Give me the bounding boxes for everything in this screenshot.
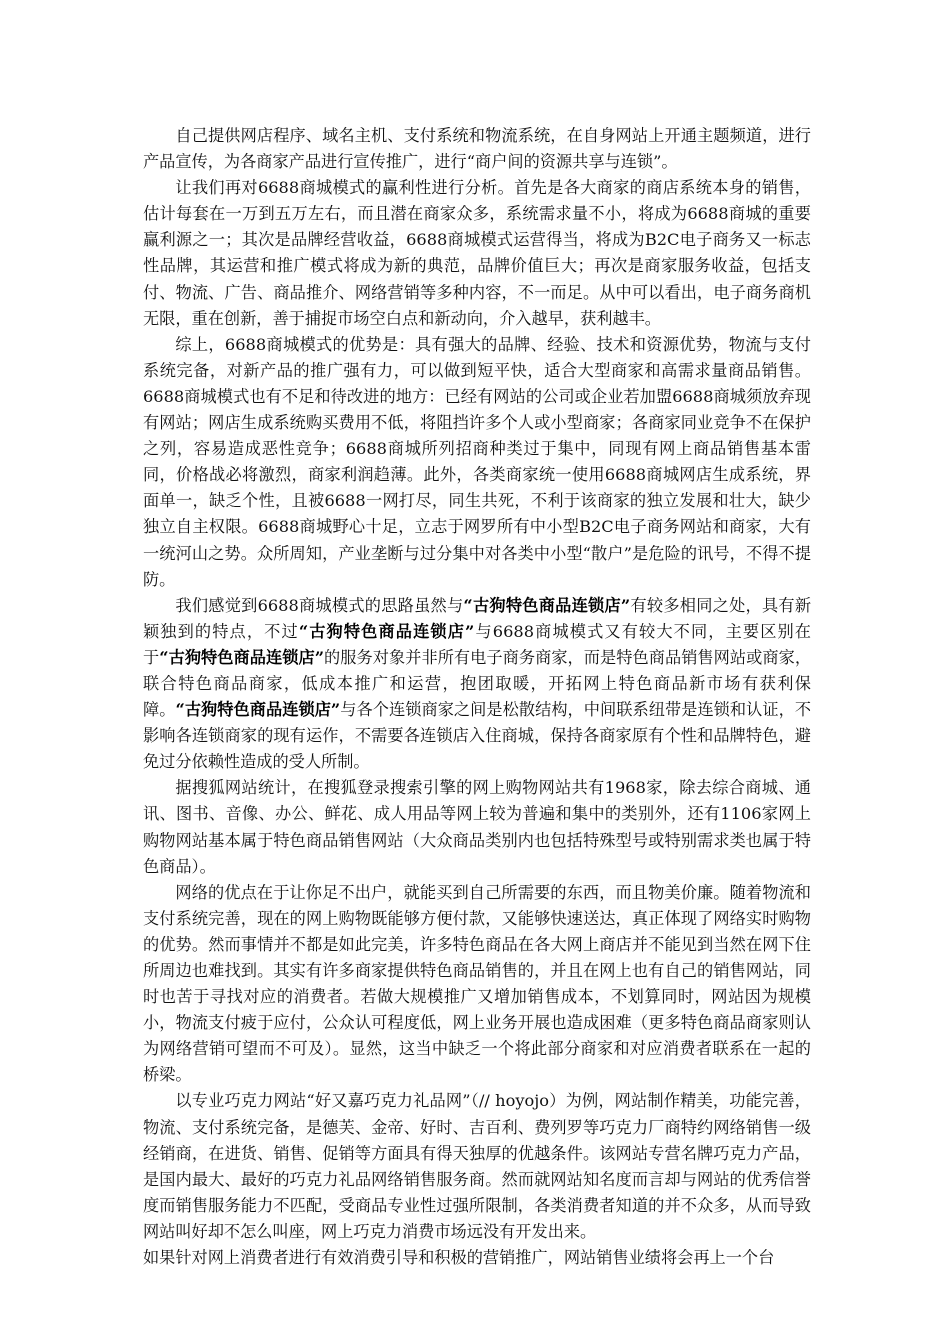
paragraph-text: 如果针对网上消费者进行有效消费引导和积极的营销推广，网站销售业绩将会再上一个台 [143,1248,775,1268]
paragraph [143,775,811,879]
paragraph-text: 的服务对象并非所有电子商务商家，而是特色商品销售网站或商家，联合特色商品商家，低成本推广和运营，抱团取暖，开拓网上特色商品新市场有获利保障。 [143,647,812,720]
paragraph [143,593,811,776]
paragraph [143,880,811,1089]
paragraph-text: 综上，6688商城模式的优势是：具有强大的品牌、经验、技术和资源优势，物流与支付系统完备，对新产品的推广强有力，可以做到短平快，适合大型商家和高需求量商品销售。6688商城模式也有不足和待改进的地方：已经有网站的公司或企业若加盟6688商城须放弃现有网站；网店生成系统购买费用不低，将阻挡许多个人或小型商家；各商家同业竞争不在保护之列，容易造成恶性竞争；6688商城所列招商种类过于集中，同现有网上商品销售基本雷同，价格战必将激烈，商家利润趋薄。此外，各类商家统一使用6688商城网店生成系统，界面单一，缺乏个性，且被6688一网打尽，同生共死，不利于该商家的独立发展和壮大，缺少独立自主权限。6688商城野心十足，立志于网罗所有中小型B2C电子商务网站和商家，大有一统河山之势。众所周知，产业垄断与过分集中对各类中小型“散户”是危险的讯号，不得不提防。 [143,334,811,589]
bold-text: “古狗特色商品连锁店” [159,647,325,667]
paragraph-text: 与各个连锁商家之间是松散结构，中间联系纽带是连锁和认证，不影响各连锁商家的现有运作，不需要各连锁店入住商城，保持各商家原有个性和品牌特色，避免过分依赖性造成的受人所制。 [143,700,812,772]
paragraph-text: 让我们再对6688商城模式的赢利性进行分析。首先是各大商家的商店系统本身的销售，估计每套在一万到五万左右，而且潜在商家众多，系统需求量不小，将成为6688商城的重要赢利源之一；其次是品牌经营收益，6688商城模式运营得当，将成为B2C电子商务又一标志性品牌，其运营和推广模式将成为新的典范，品牌价值巨大；再次是商家服务收益，包括支付、物流、广告、商品推介、网络营销等多种内容，不一而足。从中可以看出，电子商务商机无限，重在创新，善于捕捉市场空白点和新动向，介入越早，获利越丰。 [143,178,811,328]
paragraph-text: 网络的优点在于让你足不出户，就能买到自己所需要的东西，而且物美价廉。随着物流和支付系统完善，现在的网上购物既能够方便付款，又能够快速送达，真正体现了网络实时购物的优势。然而事情并不都是如此完美，许多特色商品在各大网上商店并不能见到当然在网下住所周边也难找到。其实有许多商家提供特色商品销售的，并且在网上也有自己的销售网站，同时也苦于寻找对应的消费者。若做大规模推广又增加销售成本，不划算同时，网站因为规模小，物流支付疲于应付，公众认可程度低，网上业务开展也造成困难（更多特色商品商家则认为网络营销可望而不可及）。显然，这当中缺乏一个将此部分商家和对应消费者联系在一起的桥梁。 [143,882,811,1085]
paragraph [143,1088,811,1245]
paragraph-text: 我们感觉到6688商城模式的思路虽然与 [175,595,464,615]
bold-text: “古狗特色商品连锁店” [463,595,631,615]
paragraph [143,175,811,332]
paragraph [143,332,811,593]
paragraph [143,123,811,175]
paragraph-text: 以专业巧克力网站“好又嘉巧克力礼品网”（// hoyojo）为例，网站制作精美，功能完善，物流、支付系统完备，是德芙、金帝、好时、吉百利、费列罗等巧克力厂商特约网络销售一级经销商，在进货、销售、促销等方面具有得天独厚的优越条件。该网站专营名牌巧克力产品，是国内最大、最好的巧克力礼品网络销售服务商。然而就网站知名度而言却与网站的优秀信誉度而销售服务能力不匹配，受商品专业性过强所限制，各类消费者知道的并不众多，从而导致网站叫好却不怎么叫座，网上巧克力消费市场远没有开发出来。 [143,1091,811,1241]
bold-text: “古狗特色商品连锁店” [298,621,475,641]
document-body [143,123,811,1271]
paragraph-text: 有较多相同之处，具有新颖独到的特点，不过 [143,595,812,641]
paragraph-text: 与6688商城模式又有较大不同，主要区别在于 [143,621,811,667]
paragraph-text: 自己提供网店程序、域名主机、支付系统和物流系统，在自身网站上开通主题频道，进行产品宣传，为各商家产品进行宣传推广，进行“商户间的资源共享与连锁”。 [143,126,811,172]
paragraph-text: 据搜狐网站统计，在搜狐登录搜索引擎的网上购物网站共有1968家，除去综合商城、通讯、图书、音像、办公、鲜花、成人用品等网上较为普遍和集中的类别外，还有1106家网上购物网站基本属于特色商品销售网站（大众商品类别内也包括特殊型号或特别需求类也属于特色商品）。 [143,778,811,876]
bold-text: “古狗特色商品连锁店” [175,700,341,720]
paragraph [143,1245,811,1271]
